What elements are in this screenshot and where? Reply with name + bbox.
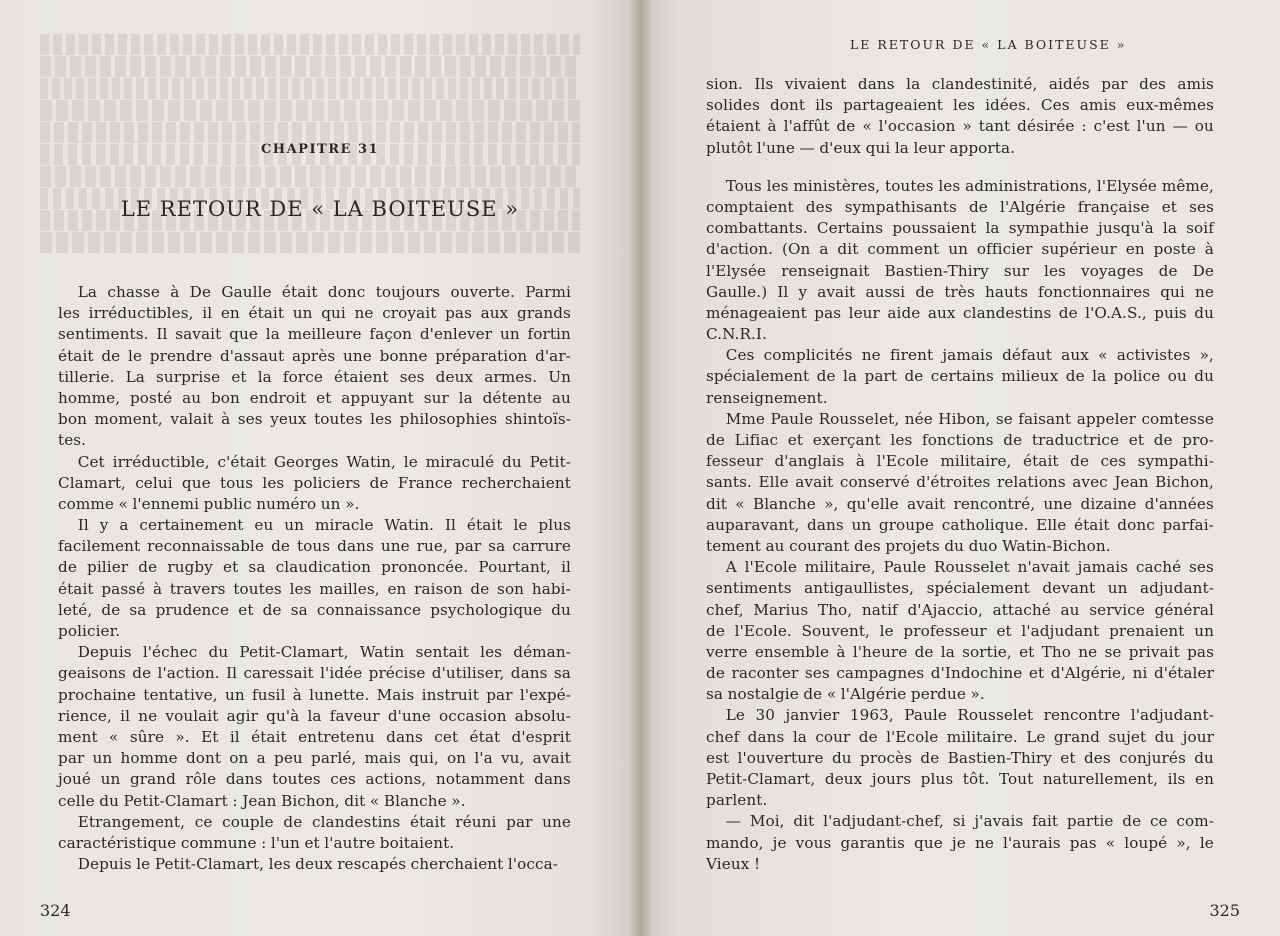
paragraph	[58, 515, 571, 642]
page-number-right: 325	[1209, 901, 1240, 920]
paragraph	[706, 409, 1214, 557]
text-line: bon moment, valait à ses yeux toutes les philosophies shintoïs-	[58, 410, 571, 429]
text-line: Depuis le Petit-Clamart, les deux rescapés cherchaient l'occa-	[77, 855, 558, 874]
text-line: rience, il ne voulait agir qu'à la faveur d'une occasion absolu-	[58, 706, 571, 725]
right-page	[640, 0, 1280, 936]
paragraph	[706, 705, 1214, 811]
text-line: policier.	[58, 622, 121, 640]
text-line: ménageaient pas leur aide aux clandestins de l'O.A.S., puis du	[706, 303, 1214, 322]
text-line: facilement reconnaissable de tous dans une rue, par sa carrure	[58, 537, 571, 556]
text-line: de pilier de rugby et sa claudication prononcée. Pourtant, il	[58, 558, 571, 577]
text-line: Clamart, celui que tous les policiers de France recherchaient	[58, 473, 571, 492]
running-head: LE RETOUR DE « LA BOITEUSE »	[850, 37, 1127, 52]
paragraph	[58, 452, 571, 516]
text-line: — Moi, dit l'adjudant-chef, si j'avais fait partie de ce com-	[725, 812, 1214, 831]
text-line: leté, de sa prudence et de sa connaissance psychologique du	[58, 600, 571, 619]
text-line: solides dont ils partageaient les idées. Ces amis eux-mêmes	[706, 96, 1214, 115]
text-line: fesseur d'anglais à l'Ecole militaire, était de ces sympathi-	[706, 452, 1214, 471]
chapter-number: CHAPITRE 31	[260, 142, 380, 157]
text-line: Petit-Clamart, deux jours plus tôt. Tout naturellement, ils en	[706, 770, 1214, 788]
paragraph	[58, 282, 571, 452]
paragraph	[706, 74, 1214, 159]
paragraph	[706, 811, 1214, 875]
text-line: prochaine tentative, un fusil à lunette. Mais instruit par l'expé-	[58, 685, 571, 704]
text-line: sentiments. Il savait que la meilleure façon d'enlever un fortin	[58, 325, 571, 344]
text-line: Il y a certainement eu un miracle Watin. Il était le plus	[77, 516, 571, 535]
text-line: homme, posté au bon endroit et appuyant sur la détente au	[58, 388, 571, 407]
text-line: spécialement de la part de certains milieux de la police ou du	[706, 367, 1214, 386]
text-line: verre ensemble à l'heure de la sortie, et Tho ne se privait pas	[706, 642, 1214, 661]
text-line: sa nostalgie de « l'Algérie perdue ».	[706, 685, 985, 704]
paragraph	[58, 812, 571, 854]
text-line: comptaient des sympathisants de l'Algérie française et ses	[706, 197, 1214, 216]
text-line: de Lifiac et exerçant les fonctions de traductrice et de pro-	[706, 431, 1214, 449]
text-line: caractéristique commune : l'un et l'autre boitaient.	[58, 833, 455, 852]
text-line: A l'Ecole militaire, Paule Rousselet n'avait jamais caché ses	[725, 558, 1214, 577]
paragraph	[706, 345, 1214, 409]
text-line: plutôt l'une — d'eux qui la leur apporta.	[706, 138, 1016, 157]
paragraph	[58, 642, 571, 812]
text-line: Cet irréductible, c'était Georges Watin, le miraculé du Petit-	[77, 452, 571, 471]
page-number-left: 324	[40, 901, 71, 920]
text-line: Vieux !	[706, 854, 761, 873]
text-line: tement au courant des projets du duo Watin-Bichon.	[706, 536, 1111, 555]
text-line: joué un grand rôle dans toutes ces actions, notamment dans	[58, 770, 571, 789]
text-line: celle du Petit-Clamart : Jean Bichon, dit « Blanche ».	[58, 791, 466, 810]
text-line: étaient à l'affût de « l'occasion » tant désirée : c'est l'un — ou	[706, 117, 1214, 136]
text-line: Tous les ministères, toutes les administrations, l'Elysée même,	[725, 176, 1214, 195]
text-line: mando, je vous garantis que je ne l'aurais pas « loupé », le	[706, 833, 1214, 852]
text-line: sentiments antigaullistes, spécialement devant un adjudant-	[706, 579, 1214, 598]
text-line: de raconter ses campagnes d'Indochine et d'Algérie, ni d'étaler	[706, 664, 1214, 683]
text-line: de l'Ecole. Souvent, le professeur et l'adjudant prenaient un	[706, 621, 1214, 640]
text-line: ment « sûre ». Et il était entretenu dans cet état d'esprit	[58, 727, 571, 746]
text-line: tes.	[58, 431, 87, 450]
text-line: Depuis l'échec du Petit-Clamart, Watin sentait les déman-	[77, 643, 571, 662]
text-line: renseignement.	[706, 388, 828, 407]
text-line: comme « l'ennemi public numéro un ».	[58, 494, 360, 513]
text-line: était passé à travers toutes les mailles, en raison de son habi-	[58, 579, 571, 598]
text-line: auparavant, dans un groupe catholique. Elle était donc parfai-	[706, 515, 1214, 534]
text-line: les irréductibles, il en était un qui ne croyait pas aux grands	[58, 304, 571, 323]
text-line: chef, Marius Tho, natif d'Ajaccio, attaché au service général	[706, 600, 1214, 619]
text-line: était de le prendre d'assaut après une bonne préparation d'ar-	[58, 346, 571, 365]
text-line: parlent.	[706, 791, 768, 810]
paragraph-gap	[706, 159, 1214, 176]
text-line: d'action. (On a dit comment un officier supérieur en poste à	[706, 240, 1214, 259]
right-page-body	[706, 74, 1214, 875]
text-line: par un homme dont on a peu parlé, mais qui, on l'a vu, avait	[58, 749, 571, 768]
book-gutter	[628, 0, 652, 936]
paragraph	[58, 854, 571, 875]
text-line: sants. Elle avait conservé d'étroites relations avec Jean Bichon,	[706, 473, 1214, 492]
text-line: geaisons de l'action. Il caressait l'idée précise d'utiliser, dans sa	[58, 664, 571, 683]
text-line: Ces complicités ne firent jamais défaut aux « activistes »,	[725, 346, 1214, 365]
left-page-body	[58, 282, 571, 875]
chapter-title: LE RETOUR DE « LA BOITEUSE »	[120, 197, 520, 221]
text-line: combattants. Certains poussaient la sympathie jusqu'à la soif	[706, 219, 1214, 238]
paragraph	[706, 176, 1214, 346]
text-line: Gaulle.) Il y avait aussi de très hauts fonctionnaires qui ne	[706, 282, 1214, 301]
text-line: tillerie. La surprise et la force étaient ses deux armes. Un	[58, 367, 571, 386]
text-line: La chasse à De Gaulle était donc toujours ouverte. Parmi	[77, 283, 571, 301]
text-line: chef dans la cour de l'Ecole militaire. Le grand sujet du jour	[706, 727, 1214, 746]
text-line: l'Elysée renseignait Bastien-Thiry sur les voyages de De	[706, 261, 1214, 280]
paragraph	[706, 557, 1214, 705]
text-line: Etrangement, ce couple de clandestins était réuni par une	[77, 812, 571, 831]
text-line: est l'ouverture du procès de Bastien-Thiry et des conjurés du	[706, 748, 1214, 767]
text-line: Le 30 janvier 1963, Paule Rousselet rencontre l'adjudant-	[725, 706, 1214, 725]
text-line: sion. Ils vivaient dans la clandestinité, aidés par des amis	[706, 75, 1214, 93]
text-line: C.N.R.I.	[706, 325, 767, 344]
text-line: dit « Blanche », qu'elle avait rencontré, une dizaine d'années	[706, 494, 1214, 513]
text-line: Mme Paule Rousselet, née Hibon, se faisant appeler comtesse	[725, 409, 1214, 428]
